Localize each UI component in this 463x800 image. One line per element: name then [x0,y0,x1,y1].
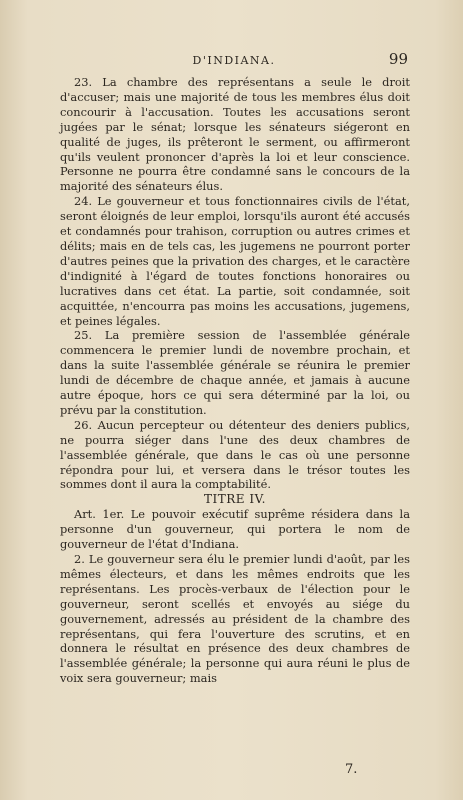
running-head: D'INDIANA. [192,54,276,67]
page-header [60,50,408,70]
page-number: 99 [388,50,408,68]
article-23: 23. La chambre des représentans a seule le droit d'accuser; mais une majorité de tous les membres élus doit concourir à l'accusation. Toutes les accusations seront jugées par le sénat; lorsque les sénateurs siégeront en qualité de juges, ils prêteront le serment, ou affirmeront qu'ils veulent prononcer d'après la loi et leur conscience. Personne ne pourra être condamné sans le concours de la majorité des sénateurs élus. [60,75,410,194]
article-25: 25. La première session de l'assemblée générale commencera le premier lundi de novembre prochain, et dans la suite l'assemblée générale se réunira le premier lundi de décembre de chaque année, et jamais à aucune autre époque, hors ce qui sera déterminé par la loi, ou prévu par la constitution. [60,328,410,417]
article-24: 24. Le gouverneur et tous fonctionnaires civils de l'état, seront éloignés de leur emploi, lorsqu'ils auront été accusés et condamnés pour trahison, corruption ou autres crimes et délits; mais en de tels cas, les jugemens ne pourront porter d'autres peines que la privation des charges, et le caractère d'indignité à l'égard de toutes fonctions honoraires ou lucratives dans cet état. La partie, soit condamnée, soit acquittée, n'encourra pas moins les accusations, jugemens, et peines légales. [60,194,410,328]
article-1: Art. 1er. Le pouvoir exécutif suprême résidera dans la personne d'un gouverneur, qui portera le nom de gouverneur de l'état d'Indiana. [60,507,410,552]
article-26: 26. Aucun percepteur ou détenteur des deniers publics, ne pourra siéger dans l'une des deux chambres de l'assemblée générale, que dans le cas où une personne répondra pour lui, et versera dans le trésor toutes les sommes dont il aura la comptabilité. [60,417,410,492]
section-title: TITRE IV. [204,492,266,507]
article-2: 2. Le gouverneur sera élu le premier lundi d'août, par les mêmes électeurs, et dans les mêmes endroits que les représentans. Les procès-verbaux de l'élection pour le gouverneur, seront scellés et envoyés au siége du gouvernement, adressés au président de la chambre des représentans, qui fera l'ouverture des scrutins, et en donnera le résultat en présence des deux chambres de l'assemblée générale; la personne qui aura réuni le plus de voix sera gouverneur; mais [60,552,410,686]
page-body [60,75,410,686]
signature-mark: 7. [345,762,358,777]
